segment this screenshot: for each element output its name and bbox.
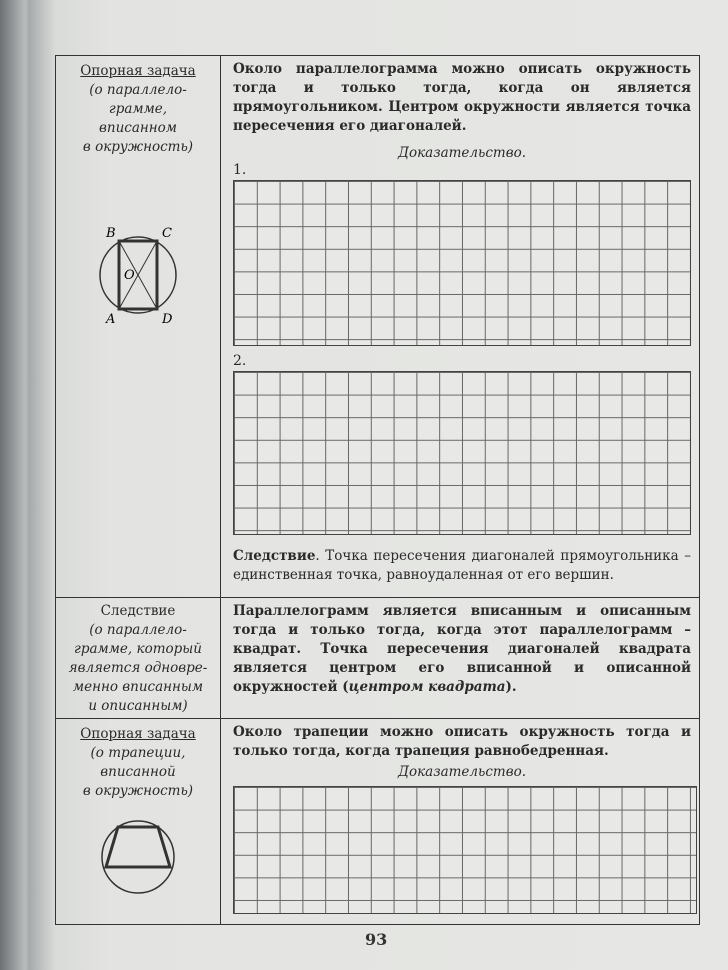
row-subtitle-line: (о параллело- <box>89 82 187 98</box>
theorem-statement: Около параллелограмма можно описать окружность тогда и только тогда, когда он является прямоугольником. Центром окружности является точка пересечения его диагоналей. <box>233 61 691 134</box>
row-subtitle-line: менно вписанным <box>72 679 204 695</box>
answer-grid-1[interactable] <box>233 180 691 346</box>
row-trapezoid-inscribed <box>56 719 699 924</box>
answer-grid-3[interactable] <box>233 786 697 914</box>
step-number: 1. <box>233 162 247 178</box>
row-heading: Следствие <box>100 603 176 619</box>
row-parallelogram-inscribed <box>56 56 699 598</box>
label-o: O <box>124 268 135 283</box>
theorem-statement <box>233 602 691 697</box>
row-subtitle-line: и описанным) <box>88 698 188 714</box>
label-c: C <box>162 226 172 241</box>
row-label <box>56 56 221 597</box>
row-subtitle-line: грамме, <box>108 101 168 117</box>
proof-label: Доказательство. <box>398 764 526 780</box>
answer-grid-2[interactable] <box>233 371 691 535</box>
row-subtitle-line: грамме, который <box>74 641 202 657</box>
rectangle-in-circle-figure <box>78 217 198 327</box>
statement-italic: центром квадрата <box>348 679 506 695</box>
row-heading: Опорная задача <box>80 726 196 742</box>
row-subtitle-line: является одновре- <box>68 660 208 676</box>
row-subtitle-line: вписанной <box>100 764 176 780</box>
theorem-statement: Около трапеции можно описать окружность тогда и только тогда, когда трапеция равнобедренная. <box>233 724 691 759</box>
row-subtitle-line: (о параллело- <box>89 622 187 638</box>
label-d: D <box>162 312 173 327</box>
step-number: 2. <box>233 353 247 369</box>
row-content <box>221 598 699 718</box>
row-content <box>221 719 699 924</box>
trapezoid-in-circle-figure <box>78 805 198 905</box>
row-content <box>221 56 699 597</box>
page-number: 93 <box>365 930 388 949</box>
theorem-table <box>55 55 700 925</box>
row-heading: Опорная задача <box>80 63 196 79</box>
corollary-text: . Точка пересечения диагоналей прямоугольника – единственная точка, равноудаленная от его вершин. <box>233 548 691 583</box>
row-subtitle-line: (о трапеции, <box>90 745 186 761</box>
row-label <box>56 719 221 924</box>
statement-end: ). <box>505 679 517 695</box>
row-subtitle-line: вписанном <box>99 120 177 136</box>
row-label <box>56 598 221 718</box>
row-subtitle-line: в окружность) <box>82 139 194 155</box>
corollary <box>233 547 691 585</box>
statement-text: Параллелограмм является вписанным и описанным тогда и только тогда, когда этот параллелограмм – квадрат. Точка пересечения диагоналей квадрата является центром его вписанной и описанной окружностей ( <box>233 603 691 695</box>
label-b: B <box>106 226 116 241</box>
corollary-label: Следствие <box>233 548 316 564</box>
proof-label: Доказательство. <box>398 145 526 161</box>
row-square-corollary <box>56 598 699 719</box>
label-a: A <box>106 312 116 327</box>
row-subtitle-line: в окружность) <box>82 783 194 799</box>
